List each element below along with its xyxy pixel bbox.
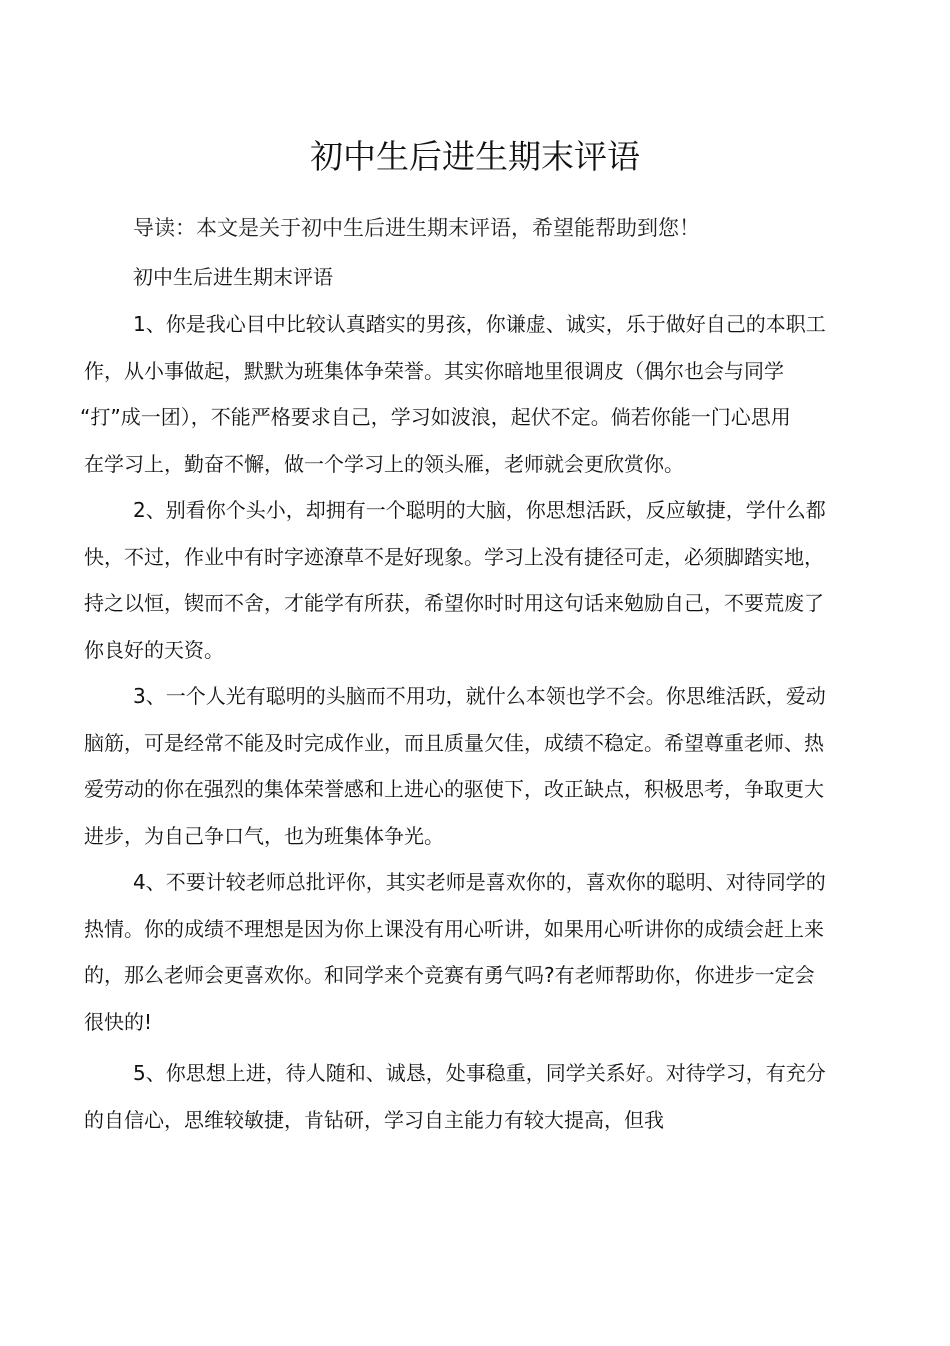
paragraph-line: 4、不要计较老师总批评你，其实老师是喜欢你的，喜欢你的聪明、对待同学的 (133, 870, 826, 894)
paragraph-line: 热情。你的成绩不理想是因为你上课没有用心听讲，如果用心听讲你的成绩会赶上来 (84, 916, 824, 941)
intro-text: 导读：本文是关于初中生后进生期末评语，希望能帮助到您！ (133, 216, 700, 240)
paragraph-4 (84, 859, 874, 1045)
document-title: 初中生后进生期末评语 (310, 137, 640, 176)
paragraph-5 (84, 1050, 874, 1143)
paragraph-3 (84, 673, 874, 859)
paragraph-line: 持之以恒，锲而不舍，才能学有所获，希望你时时用这句话来勉励自己，不要荒废了 (84, 591, 824, 615)
paragraph-line: 你良好的天资。 (84, 637, 224, 662)
paragraph-line: 作，从小事做起，默默为班集体争荣誉。其实你暗地里很调皮（偶尔也会与同学 (84, 358, 784, 383)
paragraph-line: “打”成一团），不能严格要求自己，学习如波浪，起伏不定。倘若你能一门心思用 (80, 405, 791, 429)
paragraph-line: 快，不过，作业中有时字迹潦草不是好现象。学习上没有捷径可走，必须脚踏实地， (84, 544, 824, 569)
paragraph-line: 1、你是我心目中比较认真踏实的男孩，你谦虚、诚实，乐于做好自己的本职工 (133, 312, 826, 336)
paragraph-line: 进步，为自己争口气，也为班集体争光。 (84, 823, 444, 848)
paragraph-line: 在学习上，勤奋不懈，做一个学习上的领头雁，老师就会更欣赏你。 (84, 451, 684, 476)
paragraph-line: 3、一个人光有聪明的头脑而不用功，就什么本领也学不会。你思维活跃，爱动 (133, 684, 826, 708)
paragraph-2 (84, 487, 874, 673)
paragraph-line: 很快的! (84, 1009, 153, 1034)
paragraph-line: 5、你思想上进，待人随和、诚恳，处事稳重，同学关系好。对待学习，有充分 (133, 1061, 826, 1085)
paragraph-line: 的，那么老师会更喜欢你。和同学来个竞赛有勇气吗?有老师帮助你，你进步一定会 (84, 963, 815, 987)
paragraph-line: 爱劳动的你在强烈的集体荣誉感和上进心的驱使下，改正缺点，积极思考，争取更大 (84, 777, 824, 801)
paragraph-line: 的自信心，思维较敏捷，肯钻研，学习自主能力有较大提高，但我 (84, 1107, 664, 1132)
section-subtitle: 初中生后进生期末评语 (133, 265, 333, 289)
paragraph-line: 脑筋，可是经常不能及时完成作业，而且质量欠佳，成绩不稳定。希望尊重老师、热 (84, 730, 824, 755)
paragraph-1 (80, 301, 874, 487)
paragraph-line: 2、别看你个头小，却拥有一个聪明的大脑，你思想活跃，反应敏捷，学什么都 (133, 498, 826, 522)
